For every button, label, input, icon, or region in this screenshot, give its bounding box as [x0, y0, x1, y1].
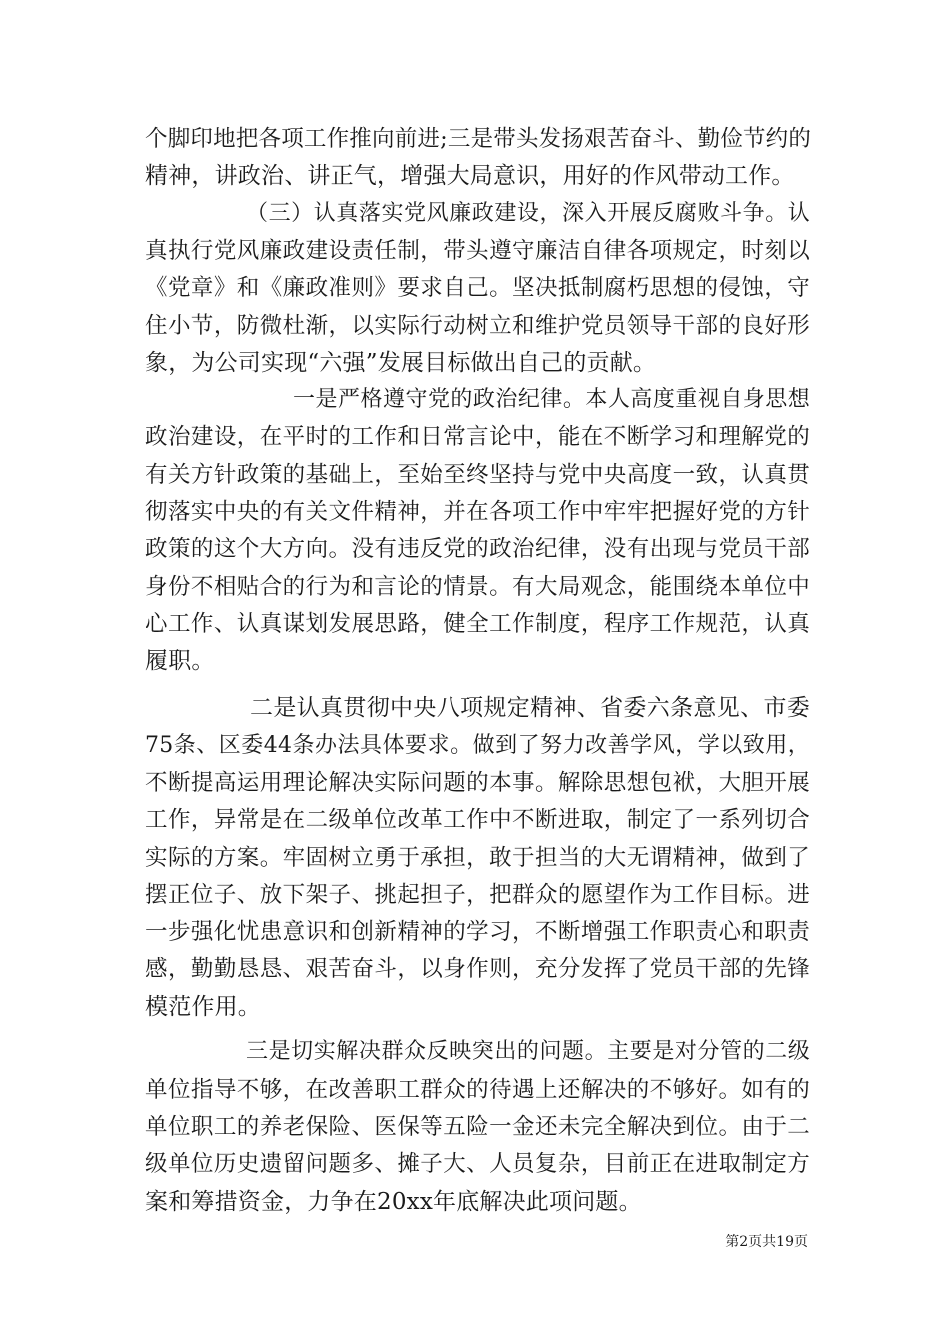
text-line: 身份不相贴合的行为和言论的情景。有大局观念，能围绕本单位中: [145, 574, 810, 600]
text-line: 真执行党风廉政建设责任制，带头遵守廉洁自律各项规定，时刻以: [145, 238, 810, 264]
text-line: 工作，异常是在二级单位改革工作中不断进取，制定了一系列切合: [145, 807, 810, 833]
text-line: 级单位历史遗留问题多、摊子大、人员复杂，目前正在进取制定方: [145, 1151, 810, 1177]
text-line: 心工作、认真谋划发展思路，健全工作制度，程序工作规范，认真: [145, 611, 810, 637]
text-line: 不断提高运用理论解决实际问题的本事。解除思想包袱，大胆开展: [145, 770, 810, 796]
text-line: 履职。: [145, 648, 215, 674]
text-line: 感，勤勤恳恳、艰苦奋斗，以身作则，充分发挥了党员干部的先锋: [145, 956, 810, 982]
text-line: 象，为公司实现“六强”发展目标做出自己的贡献。: [145, 350, 657, 376]
paragraph-start-line: （三）认真落实党风廉政建设，深入开展反腐败斗争。认: [246, 201, 810, 226]
text-line: 政策的这个大方向。没有违反党的政治纪律，没有出现与党员干部: [145, 536, 810, 562]
paragraph-start-line: 三是切实解决群众反映突出的问题。主要是对分管的二级: [246, 1039, 810, 1064]
text-line: 75条、区委44条办法具体要求。做到了努力改善学风，学以致用，: [145, 733, 810, 758]
paragraph-start-line: 二是认真贯彻中央八项规定精神、省委六条意见、市委: [250, 695, 810, 721]
text-line: 政治建设，在平时的工作和日常言论中，能在不断学习和理解党的: [145, 424, 810, 450]
text-line: 住小节，防微杜渐，以实际行动树立和维护党员领导干部的良好形: [145, 313, 810, 339]
text-line: 实际的方案。牢固树立勇于承担，敢于担当的大无谓精神，做到了: [145, 845, 810, 871]
text-line: 单位职工的养老保险、医保等五险一金还未完全解决到位。由于二: [145, 1114, 810, 1140]
text-line: 彻落实中央的有关文件精神，并在各项工作中牢牢把握好党的方针: [145, 499, 810, 525]
text-line: 有关方针政策的基础上，至始至终坚持与党中央高度一致，认真贯: [145, 462, 810, 488]
text-line: 案和筹措资金，力争在20xx年底解决此项问题。: [145, 1189, 642, 1215]
text-line: 摆正位子、放下架子、挑起担子，把群众的愿望作为工作目标。进: [145, 882, 810, 908]
text-line: 《党章》和《廉政准则》要求自己。坚决抵制腐朽思想的侵蚀，守: [145, 275, 810, 301]
text-line: 一步强化忧患意识和创新精神的学习，不断增强工作职责心和职责: [145, 919, 810, 945]
paragraph-start-line: 一是严格遵守党的政治纪律。本人高度重视自身思想: [293, 387, 810, 412]
page-number-footer: 第2页共19页: [725, 1234, 808, 1250]
text-line: 模范作用。: [145, 994, 261, 1020]
text-line: 单位指导不够，在改善职工群众的待遇上还解决的不够好。如有的: [145, 1077, 810, 1103]
text-line: 精神，讲政治、讲正气，增强大局意识，用好的作风带动工作。: [145, 163, 795, 189]
text-line: 个脚印地把各项工作推向前进;三是带头发扬艰苦奋斗、勤俭节约的: [145, 126, 812, 152]
